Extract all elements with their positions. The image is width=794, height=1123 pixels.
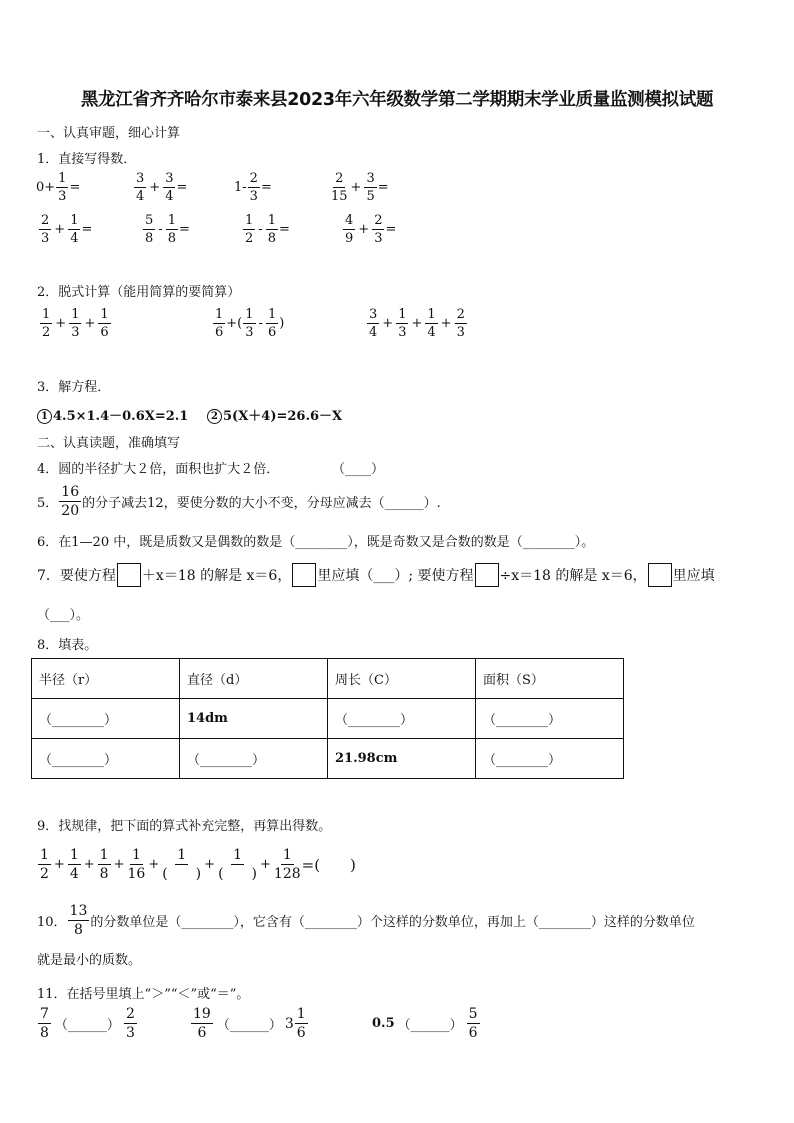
equation-text: 5(X＋4)=26.6－X — [223, 409, 343, 424]
denominator: 20 — [61, 503, 80, 519]
numerator: 1 — [71, 307, 80, 322]
q5-text: 的分子减去12，要使分数的大小不变，分母应减去（______）. — [82, 496, 441, 511]
numerator: 2 — [249, 171, 258, 186]
frac — [274, 848, 301, 881]
blank-box[interactable] — [648, 563, 672, 587]
q1-item-8 — [342, 214, 396, 245]
denominator: 8 — [99, 866, 109, 882]
numerator: 2 — [41, 213, 50, 228]
compare-blank[interactable]: （______） — [216, 1018, 282, 1033]
q1-item-1-frac — [56, 172, 68, 203]
q3-equation-2 — [207, 405, 342, 424]
numerator: 1 — [58, 171, 67, 186]
denominator-blank[interactable]: ( ) — [218, 866, 257, 882]
q9-result-blank[interactable]: =( ) — [301, 856, 356, 874]
q10 — [37, 904, 695, 937]
table-cell: 21.98cm — [328, 739, 476, 779]
frac — [166, 214, 178, 245]
numerator: 19 — [193, 1006, 211, 1022]
denominator: 2 — [42, 325, 51, 340]
q1-item-4 — [330, 172, 389, 203]
q7-text: ÷x＝18 的解是 x＝6， — [499, 568, 647, 584]
numerator: 1 — [69, 847, 79, 863]
frac — [68, 848, 81, 881]
equation-text: 4.5×1.4－0.6X=2.1 — [53, 409, 189, 424]
frac — [127, 848, 145, 881]
table-cell[interactable]: （________） — [476, 699, 624, 739]
numerator: 2 — [125, 1006, 135, 1022]
frac-blank[interactable] — [218, 848, 257, 881]
numerator: 2 — [335, 171, 344, 186]
denominator: 6 — [296, 1025, 306, 1041]
numerator: 13 — [69, 903, 88, 919]
denominator: 8 — [145, 231, 154, 246]
frac — [213, 308, 225, 339]
header-radius: 半径（r） — [32, 659, 180, 699]
header-diameter: 直径（d） — [180, 659, 328, 699]
denominator: 6 — [267, 325, 277, 340]
operator: + — [83, 857, 95, 872]
denominator: 3 — [398, 325, 407, 340]
operator: + — [149, 180, 161, 195]
q1-item-2 — [133, 172, 187, 203]
denominator: 2 — [245, 231, 254, 246]
numerator: 1 — [177, 847, 187, 863]
q7-text: ＋x＝18 的解是 x＝6， — [141, 568, 292, 584]
frac — [266, 214, 278, 245]
denominator: 3 — [125, 1025, 135, 1041]
frac — [38, 1007, 51, 1040]
q9-label: 9．找规律，把下面的算式补充完整，再算出得数。 — [37, 819, 332, 834]
equals: = — [81, 222, 93, 237]
numerator: 3 — [136, 171, 145, 186]
denominator: 2 — [40, 866, 49, 882]
numerator: 3 — [366, 171, 375, 186]
frac — [295, 1007, 308, 1040]
numerator: 1 — [99, 847, 109, 863]
q1-item-3 — [234, 172, 272, 203]
operator: + — [55, 316, 67, 331]
operator: + — [148, 857, 160, 872]
frac — [39, 214, 51, 245]
denominator: 16 — [127, 866, 146, 882]
denominator: 4 — [369, 325, 378, 340]
q5 — [37, 485, 441, 518]
header-area: 面积（S） — [476, 659, 624, 699]
q2-label: 2．脱式计算（能用简算的要简算） — [37, 285, 241, 300]
table-cell[interactable]: （________） — [32, 739, 180, 779]
numerator: 7 — [40, 1006, 49, 1022]
equals: = — [278, 222, 290, 237]
q7-text: 里应填（___）; 要使方程 — [317, 568, 474, 584]
q8-label: 8．填表。 — [37, 638, 98, 653]
denominator: 4 — [136, 189, 145, 204]
q2-expression-3 — [366, 308, 468, 339]
frac — [68, 904, 90, 937]
numerator: 1 — [131, 847, 141, 863]
numerator: 16 — [61, 484, 80, 500]
q1-item-7 — [242, 214, 290, 245]
denominator: 8 — [40, 1025, 49, 1041]
header-circumference: 周长（C） — [328, 659, 476, 699]
denominator: 5 — [366, 189, 375, 204]
denominator: 4 — [70, 231, 79, 246]
denominator: 3 — [456, 325, 465, 340]
numerator: 1 — [245, 307, 254, 322]
operator: + — [53, 857, 65, 872]
compare-blank[interactable]: （______） — [397, 1018, 463, 1033]
circled-number: 1 — [37, 409, 52, 424]
numerator: 2 — [456, 307, 465, 322]
frac — [467, 1007, 480, 1040]
denominator: 3 — [71, 325, 80, 340]
table-row — [32, 699, 624, 739]
table-cell[interactable]: （________） — [476, 739, 624, 779]
q1-item-1 — [36, 172, 80, 203]
q10-number: 10． — [37, 915, 67, 930]
equals: = — [260, 180, 272, 195]
equals: = — [176, 180, 188, 195]
denominator: 3 — [374, 231, 383, 246]
equals: = — [385, 222, 397, 237]
q1-item-3-prefix: 1- — [234, 180, 247, 195]
numerator: 1 — [296, 1006, 306, 1022]
numerator: 1 — [40, 847, 49, 863]
q1-item-1-prefix: 0+ — [36, 180, 56, 195]
q3-equation-1 — [37, 405, 188, 424]
frac-blank[interactable] — [162, 848, 201, 881]
frac — [68, 214, 80, 245]
q2-expression-2 — [212, 308, 284, 339]
q5-number: 5． — [37, 496, 59, 511]
q7-line-1 — [37, 563, 715, 587]
equals: = — [377, 180, 389, 195]
operator: + — [84, 316, 96, 331]
operator: + — [358, 222, 370, 237]
q1-item-5 — [38, 214, 92, 245]
q2-expression-1 — [39, 308, 112, 339]
operator: + — [113, 857, 125, 872]
table-cell: 14dm — [180, 699, 328, 739]
denominator: 6 — [100, 325, 109, 340]
operator: - — [258, 316, 263, 331]
table-row — [32, 739, 624, 779]
frac — [59, 485, 81, 518]
denominator: 4 — [427, 325, 436, 340]
numerator: 4 — [345, 213, 354, 228]
q4-text: 4．圆的半径扩大２倍，面积也扩大２倍． — [37, 462, 280, 477]
frac — [124, 1007, 137, 1040]
operator: + — [411, 316, 423, 331]
frac — [143, 214, 155, 245]
table-cell[interactable]: （________） — [180, 739, 328, 779]
numerator: 1 — [167, 213, 176, 228]
equals: = — [178, 222, 190, 237]
q10-line-2: 就是最小的质数。 — [37, 953, 142, 968]
denominator: 6 — [197, 1025, 207, 1041]
numerator: 3 — [165, 171, 174, 186]
numerator: 3 — [369, 307, 378, 322]
table-cell[interactable]: （________） — [32, 699, 180, 739]
numerator: 1 — [398, 307, 407, 322]
operator: - — [158, 222, 163, 237]
frac — [343, 214, 355, 245]
q3-label: 3．解方程． — [37, 380, 111, 395]
numerator: 1 — [282, 847, 292, 863]
operator: + — [382, 316, 394, 331]
frac — [163, 172, 175, 203]
blank-box[interactable] — [117, 563, 141, 587]
frac — [98, 308, 110, 339]
left-value: 0.5 — [372, 1016, 395, 1031]
equals: = — [69, 180, 81, 195]
operator: + — [204, 857, 216, 872]
numerator: 1 — [215, 307, 224, 322]
frac — [396, 308, 408, 339]
denominator: 6 — [468, 1025, 478, 1041]
q8-table — [31, 658, 624, 779]
numerator: 5 — [468, 1006, 478, 1022]
table-header-row — [32, 659, 624, 699]
q1-item-6 — [142, 214, 190, 245]
numerator: 1 — [42, 307, 51, 322]
denominator: 3 — [249, 189, 258, 204]
q7-line-2: （___）。 — [37, 608, 90, 623]
numerator: 2 — [374, 213, 383, 228]
q9-expression — [37, 848, 356, 881]
operator: + — [54, 222, 66, 237]
frac — [425, 308, 437, 339]
frac — [367, 308, 379, 339]
frac — [266, 308, 278, 339]
operator: - — [258, 222, 263, 237]
numerator: 1 — [70, 213, 79, 228]
frac — [243, 214, 255, 245]
close-paren: ) — [279, 316, 285, 331]
operator: + — [350, 180, 362, 195]
q11-compare-2 — [190, 1007, 309, 1040]
section-2-heading: 二、认真读题，准确填写 — [37, 436, 181, 451]
numerator: 1 — [245, 213, 254, 228]
q7-text: 7．要使方程 — [37, 568, 116, 584]
section-1-heading: 一、认真审题，细心计算 — [37, 126, 181, 141]
q4-answer-blank[interactable]: （____） — [332, 462, 385, 477]
denominator: 128 — [273, 866, 301, 882]
numerator: 1 — [267, 307, 277, 322]
denominator: 6 — [215, 325, 224, 340]
frac — [98, 848, 111, 881]
numerator: 1 — [100, 307, 109, 322]
q6-text: 6．在1—20 中，既是质数又是偶数的数是（________），既是奇数又是合数的数是（________）。 — [37, 535, 595, 550]
table-cell[interactable]: （________） — [328, 699, 476, 739]
denominator: 9 — [345, 231, 354, 246]
operator: + — [440, 316, 452, 331]
blank-box[interactable] — [292, 563, 316, 587]
frac — [40, 308, 52, 339]
frac — [38, 848, 51, 881]
operator: + — [260, 857, 271, 872]
open-paren: +( — [226, 316, 243, 331]
blank-box[interactable] — [475, 563, 499, 587]
whole-number: 3 — [284, 1015, 294, 1032]
frac — [455, 308, 467, 339]
q11-label: 11．在括号里填上“＞”“＜”或“＝”。 — [37, 987, 250, 1002]
denominator: 3 — [245, 325, 254, 340]
frac — [364, 172, 376, 203]
frac — [191, 1007, 213, 1040]
frac — [248, 172, 260, 203]
frac — [69, 308, 81, 339]
compare-blank[interactable]: （______） — [54, 1018, 120, 1033]
denominator: 4 — [165, 189, 174, 204]
frac — [372, 214, 384, 245]
numerator: 1 — [427, 307, 436, 322]
frac — [331, 172, 348, 203]
q10-text: 的分数单位是（________），它含有（________）个这样的分数单位，再加上（________）这样的分数单位 — [90, 915, 695, 930]
denominator: 8 — [74, 922, 83, 938]
frac — [134, 172, 146, 203]
denominator: 15 — [331, 189, 348, 204]
q11-compare-3 — [372, 1007, 481, 1040]
denominator-blank[interactable]: ( ) — [162, 866, 202, 882]
q11-compare-1 — [37, 1007, 138, 1040]
frac — [243, 308, 255, 339]
numerator: 1 — [233, 847, 242, 863]
denominator: 8 — [267, 231, 276, 246]
denominator: 8 — [167, 231, 176, 246]
page-title: 黑龙江省齐齐哈尔市泰来县2023年六年级数学第二学期期末学业质量监测模拟试题 — [80, 90, 714, 110]
q1-label: 1．直接写得数． — [37, 152, 137, 167]
numerator: 5 — [145, 213, 154, 228]
circled-number: 2 — [207, 409, 222, 424]
numerator: 1 — [267, 213, 276, 228]
q7-text: 里应填 — [672, 568, 715, 584]
denominator: 4 — [69, 866, 79, 882]
denominator: 3 — [58, 189, 67, 204]
denominator: 3 — [41, 231, 50, 246]
